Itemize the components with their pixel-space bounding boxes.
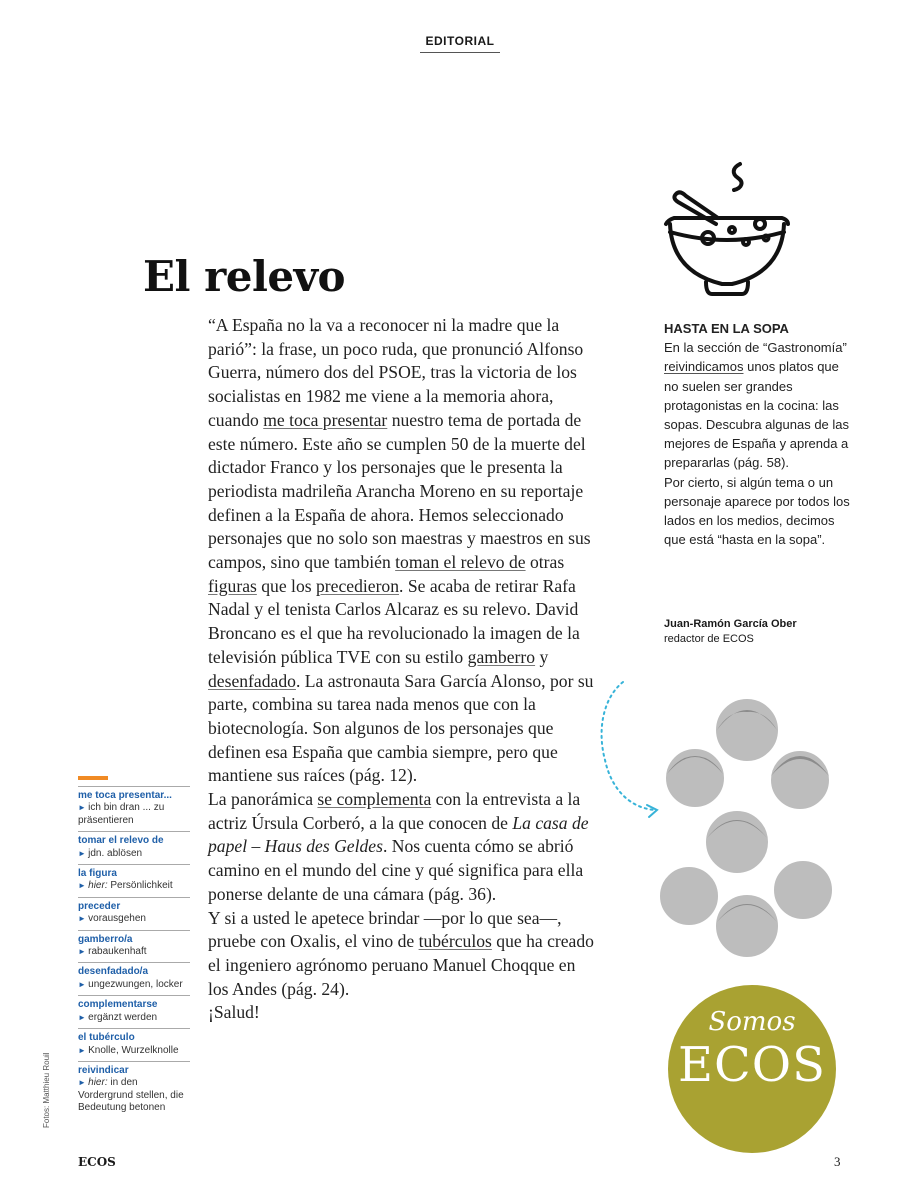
glossary-item (78, 864, 190, 897)
page-title: El relevo (143, 252, 346, 301)
gloss-term-link: gamberro (467, 646, 536, 667)
glossary-term: el tubérculo (78, 1032, 135, 1044)
badge-script: Somos (708, 1007, 796, 1037)
article-body (208, 314, 600, 1025)
text-run: En la sección de “Gastronomía” (664, 340, 847, 356)
section-label: EDITORIAL (420, 34, 500, 53)
glossary-item (78, 831, 190, 864)
glossary-definition-text: ungezwungen, locker (88, 978, 183, 990)
glossary-definition (78, 802, 190, 827)
glossary-definition-text: vorausgehen (88, 913, 146, 925)
text-run: nuestro tema de portada de este número. Este año se cumplen 50 de la muerte del dictador Franco y los personajes que le presenta la periodista madrileña Arancha Moreno en su reportaje definen a la España de ahora. Hemos seleccionado personajes que no solo son maestras y maestros en sus campos, sino que también (208, 409, 591, 573)
gloss-term-link: tubérculos (418, 931, 492, 952)
glossary-accent-bar (78, 776, 108, 780)
paragraph (208, 907, 600, 1002)
arrow-icon: ► (78, 914, 89, 924)
arrow-icon: ► (78, 1012, 89, 1022)
text-run: La panorámica (208, 789, 318, 810)
glossary-term: la figura (78, 868, 117, 880)
text-run: y (535, 646, 549, 667)
glossary-definition-text: in den Vordergrund stellen, die Bedeutung betonen (78, 1077, 184, 1114)
team-photo (655, 690, 845, 1000)
glossary-definition-text: jdn. ablösen (88, 847, 143, 859)
text-run: . Nos cuenta cómo se abrió camino en el mundo del cine y qué significa para ella ponerse delante de una cámara (pág. 36). (208, 836, 584, 904)
title-italic: La casa de papel – Haus des Geldes (208, 812, 589, 857)
glossary-item (78, 1061, 190, 1119)
sidebar-text (664, 338, 854, 472)
text-run: que ha creado el ingeniero agrónomo peruano Manuel Choqque en los Andes (pág. 24). (208, 931, 594, 999)
text-run: “A España no la va a reconocer ni la madre que la parió”: la frase, un poco ruda, que pronunció Alfonso Guerra, número dos del PSOE, tras la victoria de los socialistas en 1982 me viene a la memoria ahora, cuando (208, 315, 584, 430)
glossary-item (78, 995, 190, 1028)
gloss-term-link: precedieron (316, 575, 400, 596)
glossary-item (78, 897, 190, 930)
arrow-icon: ► (78, 947, 89, 957)
glossary-definition (78, 848, 190, 860)
text-run: con la entrevista a la actriz Úrsula Corberó, a la que conocen de (208, 789, 581, 833)
author-signature (664, 617, 797, 647)
closing: ¡Salud! (208, 1002, 260, 1023)
glossary-item (78, 786, 190, 831)
gloss-term-link: se complementa (317, 789, 432, 810)
glossary-item (78, 930, 190, 963)
author-name: Juan-Ramón García Ober (664, 618, 797, 630)
glossary-hint: hier: (88, 1077, 108, 1089)
glossary-definition (78, 1012, 190, 1024)
glossary-term: tomar el relevo de (78, 835, 164, 847)
glossary-item (78, 1028, 190, 1061)
author-role: redactor de ECOS (664, 633, 754, 645)
glossary-definition-text: Persönlichkeit (110, 880, 173, 892)
glossary-definition-text: rabaukenhaft (88, 946, 147, 958)
gloss-term-link: reivindicamos (664, 359, 744, 375)
arrow-icon: ► (78, 803, 89, 813)
gloss-term-link: me toca presentar (263, 409, 388, 430)
glossary-term: complementarse (78, 999, 158, 1011)
glossary-definition (78, 979, 190, 991)
paragraph (208, 788, 600, 907)
glossary-definition-text: ergänzt werden (88, 1011, 158, 1023)
glossary-term: me toca presentar... (78, 790, 172, 801)
glossary-definition (78, 1077, 190, 1114)
text-run: unos platos que no suelen ser grandes protagonistas en la cocina: las sopas. Descubra algunas de las mejores de España y aprenda a prepararlas (pág. 58). (664, 359, 850, 471)
paragraph (208, 314, 600, 788)
glossary-definition-text: ich bin dran ... zu präsentieren (78, 802, 165, 826)
gloss-term-link: figuras (208, 575, 257, 596)
glossary-list (78, 786, 190, 1119)
glossary-term: desenfadado/a (78, 966, 149, 978)
gloss-term-link: desenfadado (208, 670, 296, 691)
somos-ecos-badge (668, 985, 836, 1153)
arrow-icon: ► (78, 848, 89, 858)
glossary-definition (78, 880, 190, 892)
glossary-term: gamberro/a (78, 933, 133, 945)
glossary (78, 776, 190, 1119)
glossary-hint: hier: (88, 880, 108, 892)
photo-credit: Fotos: Matthieu Rouil (42, 1052, 51, 1128)
sidebar-heading: HASTA EN LA SOPA (664, 321, 789, 336)
sidebar-text: Por cierto, si algún tema o un personaje aparece por todos los lados en los medios, decimos que está “hasta en la sopa”. (664, 474, 850, 548)
badge-word: ECOS (678, 1037, 826, 1093)
gloss-term-link: toman el relevo de (395, 552, 526, 573)
glossary-definition (78, 1045, 190, 1057)
glossary-definition-text: Knolle, Wurzelknolle (88, 1044, 179, 1056)
glossary-definition (78, 946, 190, 958)
glossary-definition (78, 913, 190, 925)
arrow-icon: ► (78, 881, 89, 891)
text-run: . Se acaba de retirar Rafa Nadal y el tenista Carlos Alcaraz es su relevo. David Broncano es el que ha revolucionado la imagen de la televisión pública TVE con su estilo (208, 575, 580, 667)
arrow-icon: ► (78, 1078, 89, 1088)
arrow-icon: ► (78, 1045, 89, 1055)
sidebar-box (664, 319, 854, 549)
glossary-term: reivindicar (78, 1064, 129, 1076)
glossary-term: preceder (78, 900, 121, 912)
soup-bowl-icon (662, 160, 792, 300)
page-number: 3 (834, 1154, 841, 1169)
text-run: . La astronauta Sara García Alonso, por su parte, combina su tarea nada menos que con la biotecnología. Son algunos de los personajes que definen esa España que cambia siempre, pero que mantiene sus raíces (pág. 12). (208, 670, 594, 786)
footer-logo: ECOS (78, 1155, 116, 1169)
text-run: Y si a usted le apetece brindar —por lo que sea—, pruebe con Oxalis, el vino de (208, 907, 562, 952)
glossary-item (78, 962, 190, 995)
text-run: que los (256, 575, 316, 596)
arrow-icon: ► (78, 979, 89, 989)
text-run: otras (525, 552, 565, 573)
